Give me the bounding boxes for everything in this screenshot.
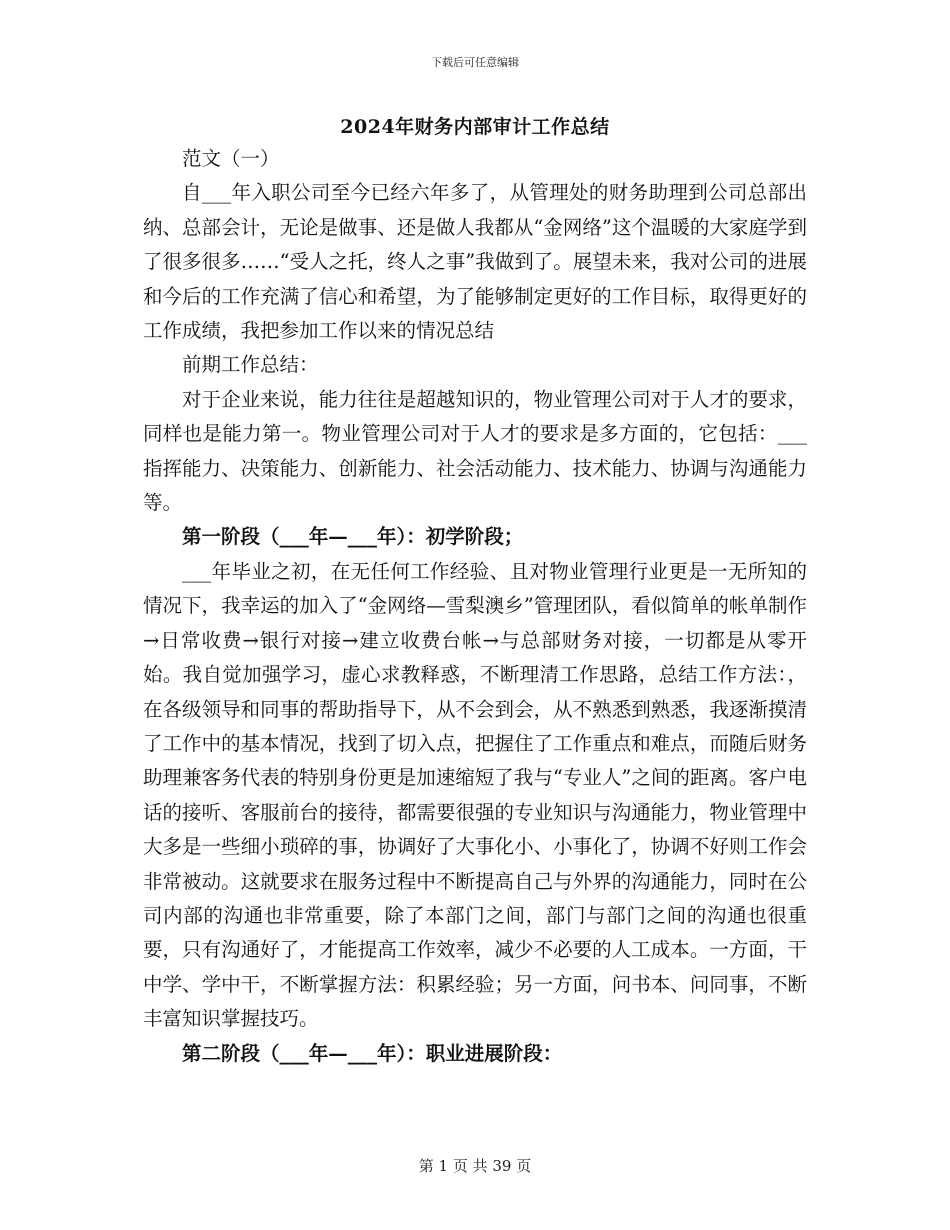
page-footer: 第 1 页 共 39 页 <box>418 1157 532 1175</box>
paragraph-sample-label: 范文（一） <box>182 147 280 170</box>
document-body <box>143 142 807 1071</box>
document-title: 2024年财务内部审计工作总结 <box>340 116 610 138</box>
section-heading-stage-two: 第二阶段（___年—___年）：职业进展阶段： <box>182 1041 563 1065</box>
section-heading-stage-one: 第一阶段（___年—___年）：初学阶段； <box>182 525 524 549</box>
paragraph-intro: 自___年入职公司至今已经六年多了，从管理处的财务助理到公司总部出纳、总部会计，无论是做事、还是做人我都从“金网络”这个温暖的大家庭学到了很多很多……“受人之托，终人之事”我做到了。展望未来，我对公司的进展和今后的工作充满了信心和希望，为了能够制定更好的工作目标，取得更好的工作成绩，我把参加工作以来的情况总结 <box>143 181 807 343</box>
paragraph-stage-one: ___年毕业之初，在无任何工作经验、且对物业管理行业更是一无所知的情况下，我幸运的加入了“金网络—雪梨澳乡”管理团队，看似简单的帐单制作→日常收费→银行对接→建立收费台帐→与总部财务对接，一切都是从零开始。我自觉加强学习，虚心求教释惑，不断理清工作思路，总结工作方法：，在各级领导和同事的帮助指导下，从不会到会，从不熟悉到熟悉，我逐渐摸清了工作中的基本情况，找到了切入点，把握住了工作重点和难点，而随后财务助理兼客务代表的特别身份更是加速缩短了我与“专业人”之间的距离。客户电话的接听、客服前台的接待，都需要很强的专业知识与沟通能力，物业管理中大多是一些细小琐碎的事，协调好了大事化小、小事化了，协调不好则工作会非常被动。这就要求在服务过程中不断提高自己与外界的沟通能力，同时在公司内部的沟通也非常重要，除了本部门之间，部门与部门之间的沟通也很重要，只有沟通好了，才能提高工作效率，减少不必要的人工成本。一方面，干中学、学中干，不断掌握方法：积累经验；另一方面，问书本、问同事，不断丰富知识掌握技巧。 <box>143 559 807 1031</box>
paragraph-summary-heading: 前期工作总结： <box>182 353 319 377</box>
paragraph-ability: 对于企业来说，能力往往是超越知识的，物业管理公司对于人才的要求，同样也是能力第一。物业管理公司对于人才的要求是多方面的，它包括：___指挥能力、决策能力、创新能力、社会活动能力、技术能力、协调与沟通能力等。 <box>143 387 807 515</box>
header-note: 下载后可任意编辑 <box>431 56 519 69</box>
